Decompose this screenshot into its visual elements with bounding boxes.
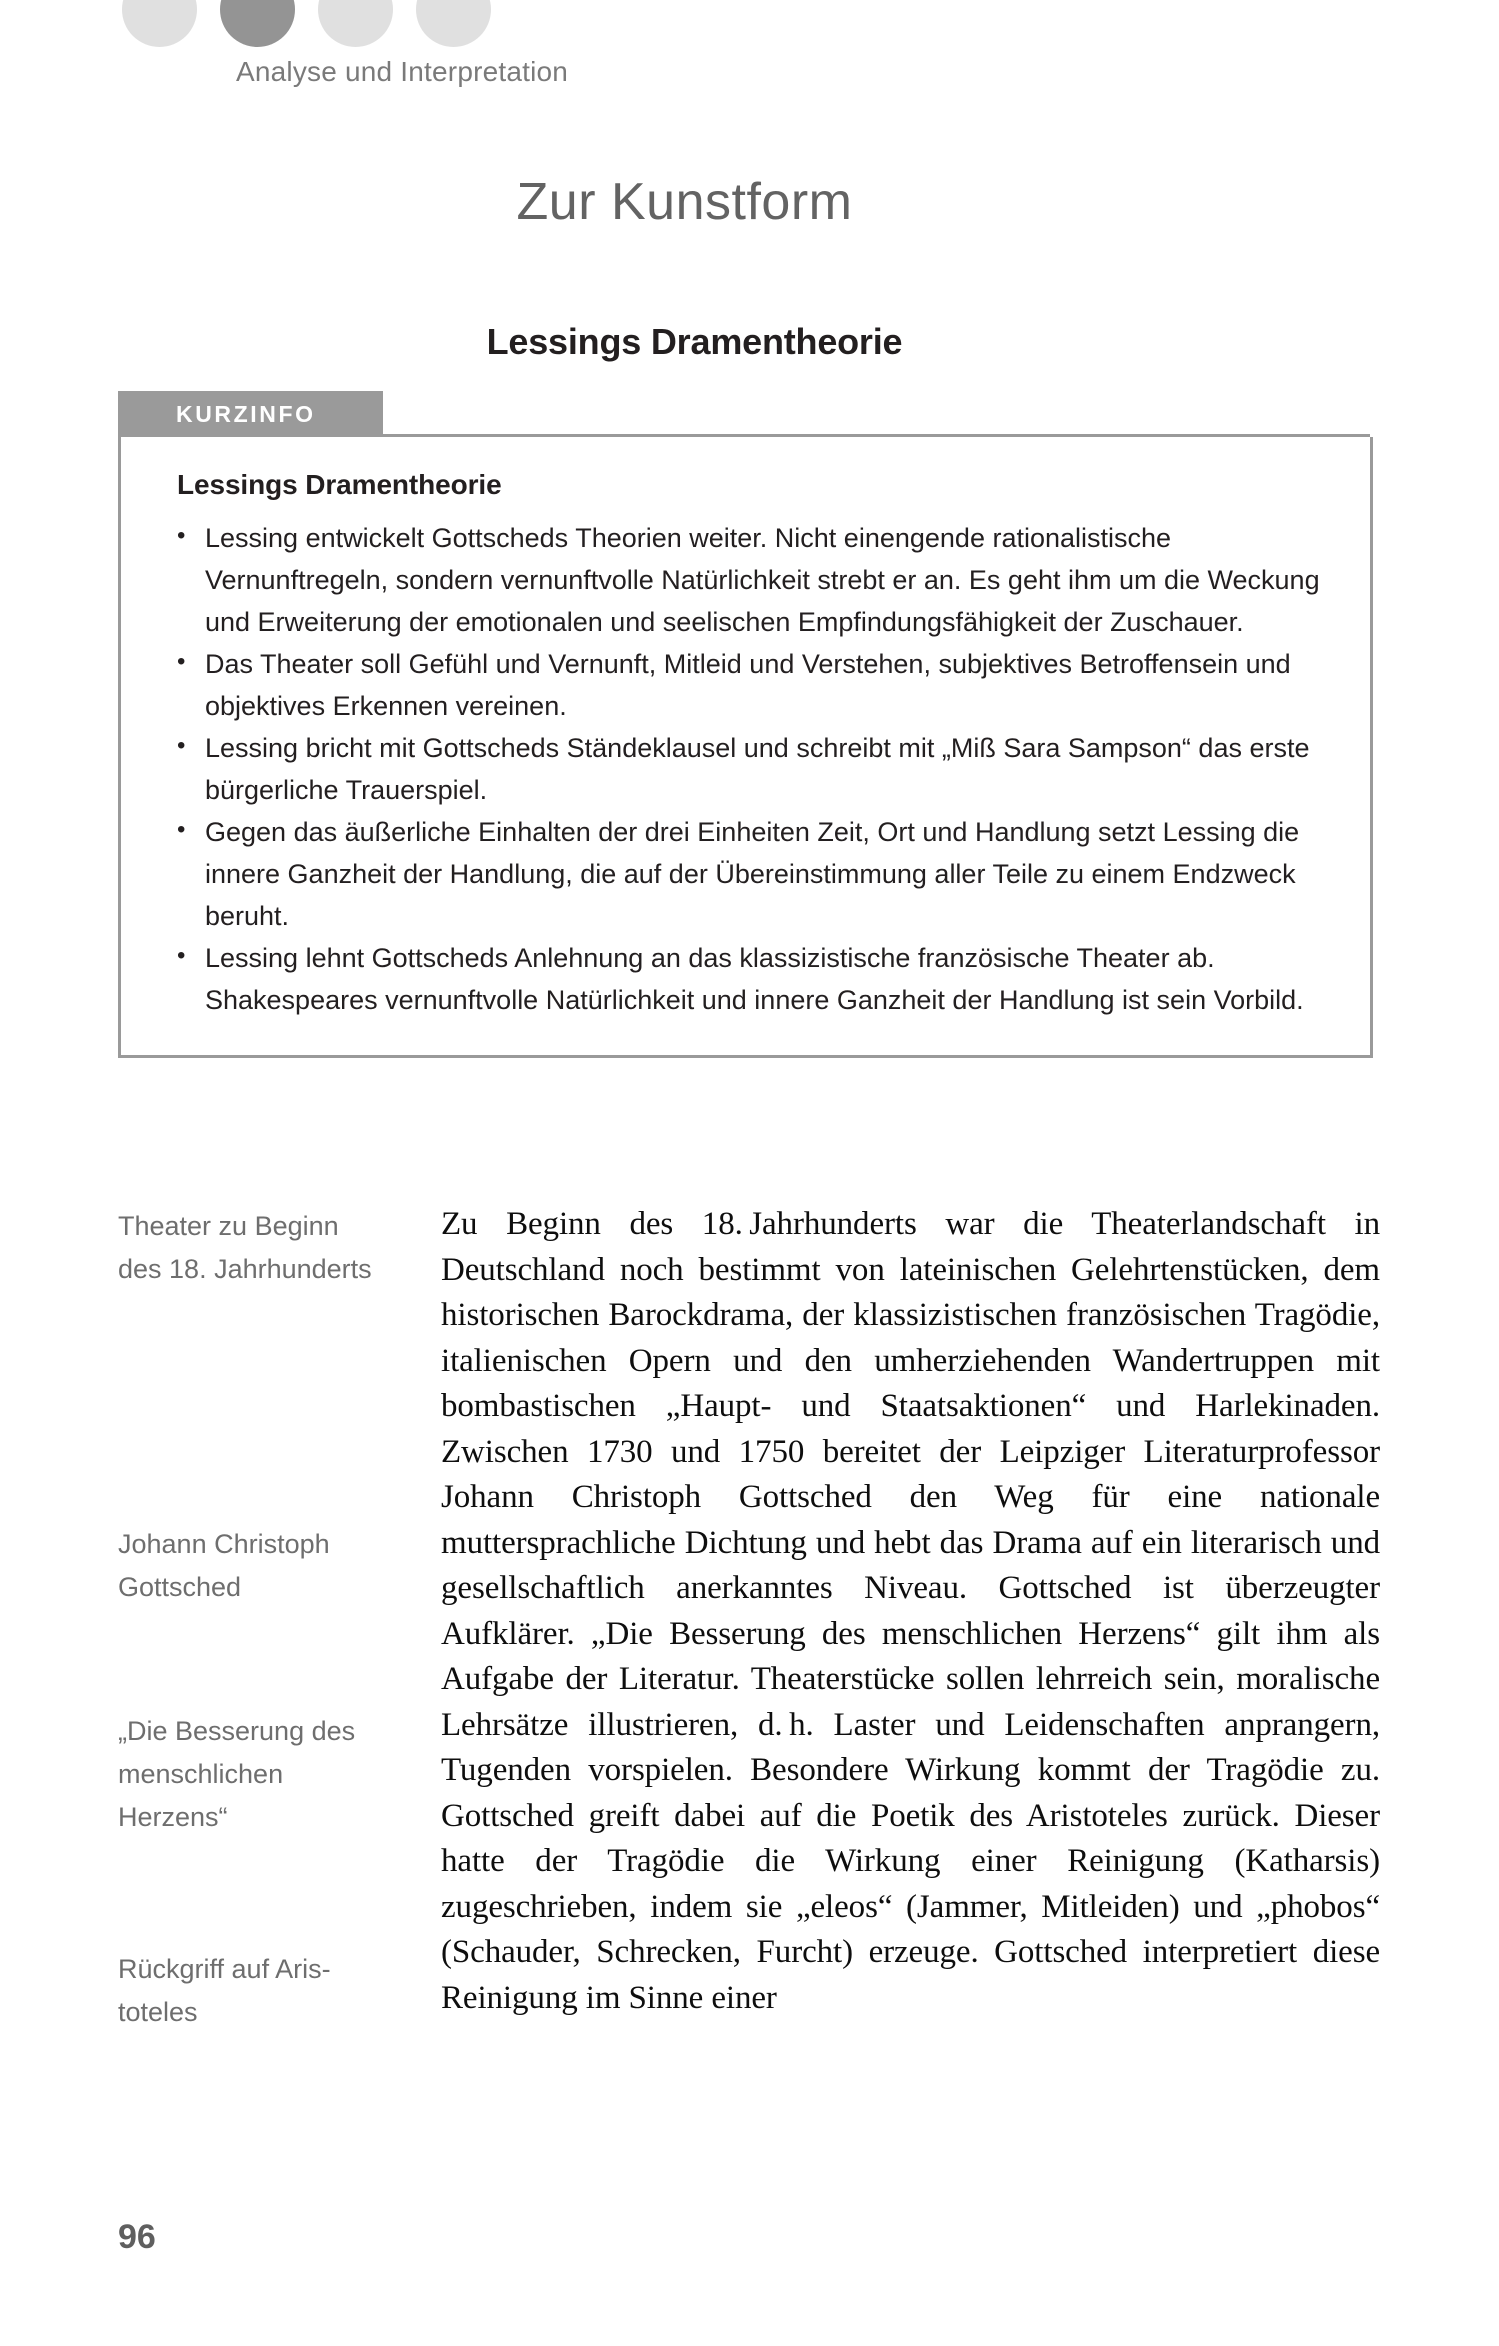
chapter-dot-3 (318, 0, 393, 47)
kurzinfo-tab (118, 391, 383, 437)
kurzinfo-bullet-list (167, 517, 1324, 1021)
main-text-column (441, 1202, 1380, 2021)
kurzinfo-tab-label: KURZINFO (176, 400, 316, 427)
kurzinfo-body (118, 437, 1373, 1058)
kurzinfo-box (118, 391, 1373, 1058)
marginal-note-theater: Theater zu Beginn des 18. Jahrhunderts (118, 1211, 372, 1284)
list-item: • Gegen das äußerliche Einhalten der drei Einheiten Zeit, Ort und Handlung setzt Lessing die innere Ganzheit der Handlung, die auf der Übereinstimmung aller Teile zu einem Endzweck beruht. (167, 811, 1324, 937)
kurzinfo-heading: Lessings Dramentheorie (177, 469, 502, 500)
body-paragraph: Zu Beginn des 18. Jahrhunderts war die Theaterlandschaft in Deutschland noch bestimmt von lateinischen Gelehrtenstücken, dem historischen Barockdrama, der klassizistischen französischen Tragödie, italienischen Opern und den umherziehenden Wandertruppen mit bombastischen „Haupt- und Staatsaktionen“ und Harlekinaden. Zwischen 1730 und 1750 bereitet der Leipziger Literaturprofessor Johann Christoph Gottsched den Weg für eine nationale muttersprachliche Dichtung und hebt das Drama auf ein literarisch und gesellschaftlich anerkanntes Niveau. Gottsched ist überzeugter Aufklärer. „Die Besserung des menschlichen Herzens“ gilt ihm als Aufgabe der Literatur. Theaterstücke sollen lehrreich sein, moralische Lehrsätze illustrieren, d. h. Laster und Leidenschaften anprangern, Tugenden vorspielen. Besondere Wirkung kommt der Tragödie zu. Gottsched greift dabei auf die Poetik des Aristoteles zurück. Dieser hatte der Tragödie die Wirkung einer Reinigung (Katharsis) zugeschrieben, indem sie „eleos“ (Jammer, Mitleiden) und „phobos“ (Schauder, Schrecken, Furcht) erzeuge. Gottsched interpretiert diese Reinigung im Sinne einer (441, 1206, 1380, 2016)
page-title (0, 172, 1499, 232)
section-subtitle-text: Lessings Dramentheorie (486, 321, 903, 362)
marginal-note-gottsched: Johann Christoph Gottsched (118, 1529, 330, 1602)
marginal-note-aristoteles: Rückgriff auf Aristoteles (118, 1954, 331, 2027)
list-item: • Lessing bricht mit Gottscheds Ständeklausel und schreibt mit „Miß Sara Sampson“ das erste bürgerliche Trauerspiel. (167, 727, 1324, 811)
page-title-text: Zur Kunstform (516, 173, 853, 231)
list-item: • Lessing lehnt Gottscheds Anlehnung an das klassizistische französische Theater ab. Shakespeares vernunftvolle Natürlichkeit und innere Ganzheit der Handlung ist sein Vorbild. (167, 937, 1324, 1021)
chapter-dots (122, 0, 491, 47)
chapter-dot-2 (220, 0, 295, 47)
list-item: • Das Theater soll Gefühl und Vernunft, Mitleid und Verstehen, subjektives Betroffensein und objektives Erkennen vereinen. (167, 643, 1324, 727)
chapter-dot-1 (122, 0, 197, 47)
list-item: • Lessing entwickelt Gottscheds Theorien weiter. Nicht einengende rationalistische Vernunftregeln, sondern vernunftvolle Natürlichkeit strebt er an. Es geht ihm um die Weckung und Erweiterung der emotionalen und seelischen Empfindungsfähigkeit der Zuschauer. (167, 517, 1324, 643)
section-subtitle (0, 321, 1499, 363)
chapter-dot-4 (416, 0, 491, 47)
running-head: Analyse und Interpretation (236, 56, 569, 87)
page-number: 96 (118, 2218, 156, 2256)
marginal-note-besserung: „Die Besserung des menschlichen Herzens“ (118, 1716, 356, 1832)
